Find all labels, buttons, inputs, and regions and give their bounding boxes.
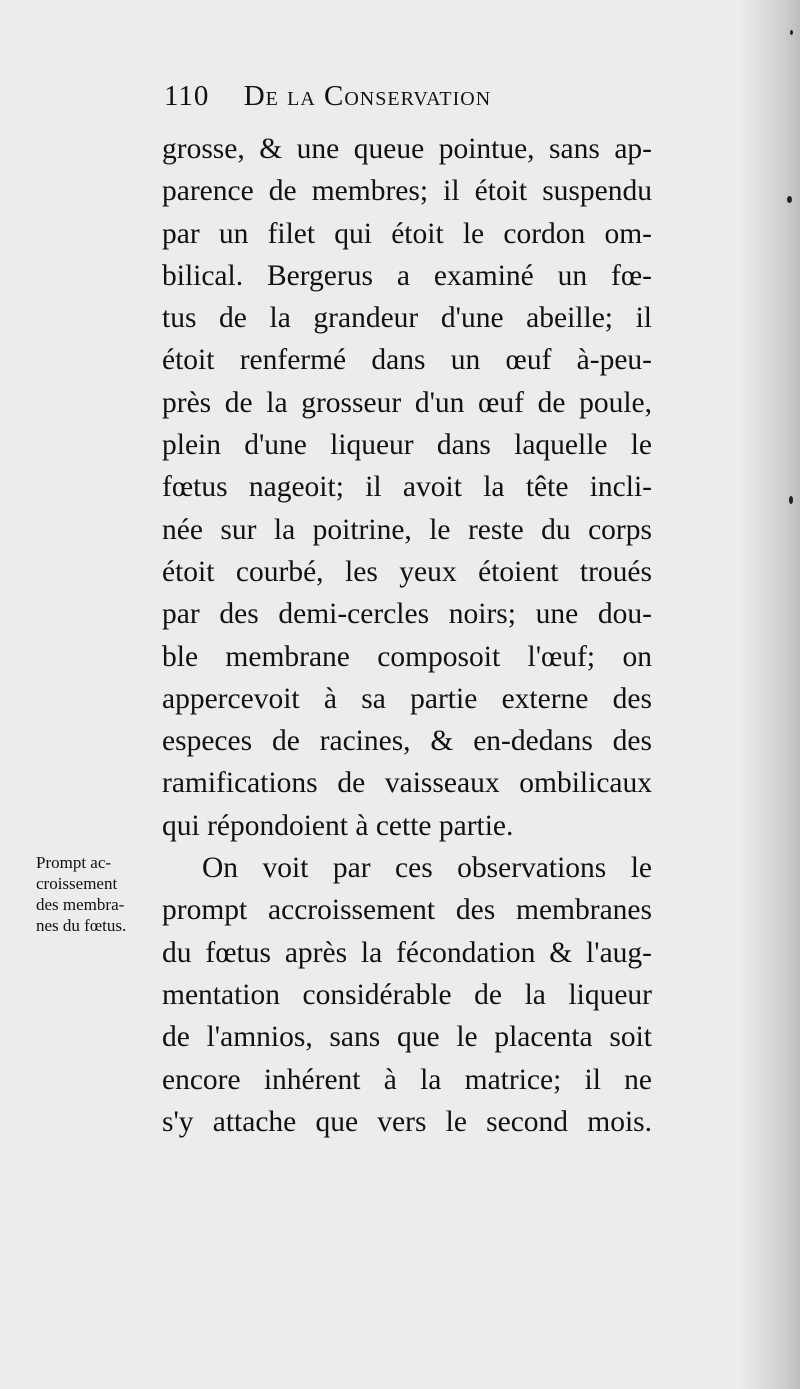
paper-speck: [790, 30, 793, 35]
text-line: par des demi-cercles noirs; une dou-: [162, 598, 652, 631]
text-line: du fœtus après la fécondation & l'aug-: [162, 936, 652, 969]
text-line: de l'amnios, sans que le placenta soit: [162, 1021, 652, 1054]
text-line: grosse, & une queue pointue, sans ap-: [162, 133, 652, 165]
paper-speck: [789, 496, 793, 504]
text-line: née sur la poitrine, le reste du corps: [162, 513, 652, 546]
margin-note-line: des membra-: [36, 895, 125, 914]
text-line: ble membrane composoit l'œuf; on: [162, 640, 652, 673]
text-line: especes de racines, & en-dedans des: [162, 725, 652, 758]
text-line: près de la grosseur d'un œuf de poule,: [162, 386, 652, 419]
text-line: étoit renfermé dans un œuf à-peu-: [162, 344, 652, 377]
page-number: 110: [164, 80, 210, 112]
margin-note-line: croissement: [36, 874, 118, 893]
text-line: étoit courbé, les yeux étoient troués: [162, 555, 652, 588]
text-line: parence de membres; il étoit suspendu: [162, 175, 652, 208]
margin-note-line: Prompt ac-: [36, 853, 112, 872]
text-line: appercevoit à sa partie externe des: [162, 682, 652, 715]
margin-note-line: nes du fœtus.: [36, 916, 127, 935]
text-line: tus de la grandeur d'une abeille; il: [162, 302, 652, 335]
page-edge-shadow: [740, 0, 800, 1389]
text-line: plein d'une liqueur dans laquelle le: [162, 429, 652, 462]
running-title: De la Conservation: [243, 80, 492, 112]
body-text: [162, 128, 652, 1143]
paragraph-end-line: qui répondoient à cette partie.: [162, 809, 514, 842]
text-line: encore inhérent à la matrice; il ne: [162, 1063, 652, 1096]
text-line: par un filet qui étoit le cordon om-: [162, 217, 652, 250]
paper-speck: [787, 196, 792, 203]
paragraph-start-line: On voit par ces observations le: [202, 852, 652, 885]
text-line: prompt accroissement des membranes: [162, 894, 652, 927]
text-line: s'y attache que vers le second mois.: [162, 1105, 652, 1138]
text-line: mentation considérable de la liqueur: [162, 978, 652, 1011]
text-line: ramifications de vaisseaux ombilicaux: [162, 767, 652, 800]
text-line: bilical. Bergerus a examiné un fœ-: [162, 259, 652, 292]
running-head: [164, 80, 624, 120]
text-line: fœtus nageoit; il avoit la tête incli-: [162, 471, 652, 504]
margin-note: [36, 852, 166, 936]
